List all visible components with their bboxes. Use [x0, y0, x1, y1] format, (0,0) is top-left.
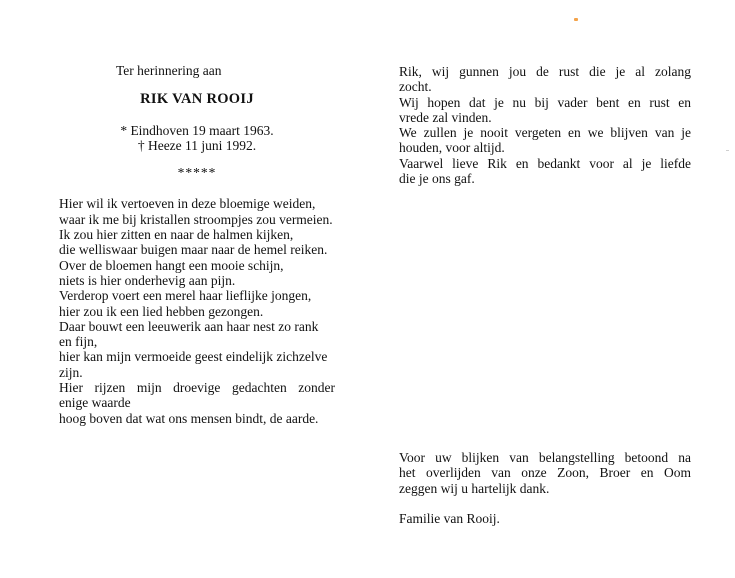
poem-line: Daar bouwt een leeuwerik aan haar nest zo rank — [59, 318, 319, 334]
poem-line: Over de bloemen hangt een mooie schijn, — [59, 257, 284, 273]
thanks-line: Voor uw blijken van belangstelling betoond na — [399, 450, 691, 465]
poem-line: zijn. — [59, 364, 83, 380]
message-line: houden, voor altijd. — [399, 140, 505, 156]
poem-line: niets is hier onderhevig aan pijn. — [59, 272, 236, 288]
poem — [59, 196, 335, 425]
poem-line: waar ik me bij kristallen stroompjes zou vermeien. — [59, 211, 333, 227]
poem-line: hier kan mijn vermoeide geest eindelijk zichzelve — [59, 349, 328, 365]
poem-line: Ik zou hier zitten en naar de halmen kijken, — [59, 227, 294, 243]
poem-line: hoog boven dat wat ons mensen bindt, de aarde. — [59, 410, 319, 426]
poem-line: Hier rijzen mijn droevige gedachten zonder — [59, 380, 335, 396]
birth-line: * Eindhoven 19 maart 1963. — [120, 122, 274, 138]
poem-line: Verderop voert een merel haar lieflijke jongen, — [59, 288, 312, 304]
left-column — [59, 63, 335, 426]
intro-text: Ter herinnering aan — [116, 63, 222, 78]
thanks-line: zeggen wij u hartelijk dank. — [399, 480, 550, 496]
poem-line: Hier wil ik vertoeven in deze bloemige weiden, — [59, 196, 316, 212]
paper-mark — [726, 150, 729, 151]
poem-line: die welliswaar buigen maar naar de hemel reiken. — [59, 242, 328, 258]
message-line: Wij hopen dat je nu bij vader bent en rust en — [399, 94, 691, 110]
dates-block — [59, 123, 335, 154]
separator-stars: ***** — [177, 165, 217, 181]
poem-line: en fijn, — [59, 334, 98, 350]
ink-speck — [574, 18, 578, 21]
message-line: We zullen je nooit vergeten en we blijven van je — [399, 125, 691, 141]
message-line: zocht. — [399, 79, 432, 95]
poem-line: hier zou ik een lied hebben gezongen. — [59, 303, 264, 319]
deceased-name: RIK VAN ROOIJ — [140, 91, 254, 108]
family-signature: Familie van Rooij. — [399, 510, 500, 526]
death-line: † Heeze 11 juni 1992. — [137, 137, 257, 153]
poem-line: enige waarde — [59, 395, 131, 411]
thanks-line: het overlijden van onze Zoon, Broer en Oom — [399, 465, 691, 481]
message-line: die je ons gaf. — [399, 171, 475, 187]
message-block — [399, 64, 691, 186]
message-line: vrede zal vinden. — [399, 109, 492, 125]
message-line: Rik, wij gunnen jou de rust die je al zolang — [399, 64, 691, 79]
thanks-block — [399, 450, 691, 526]
message-line: Vaarwel lieve Rik en bedankt voor al je liefde — [399, 155, 691, 171]
